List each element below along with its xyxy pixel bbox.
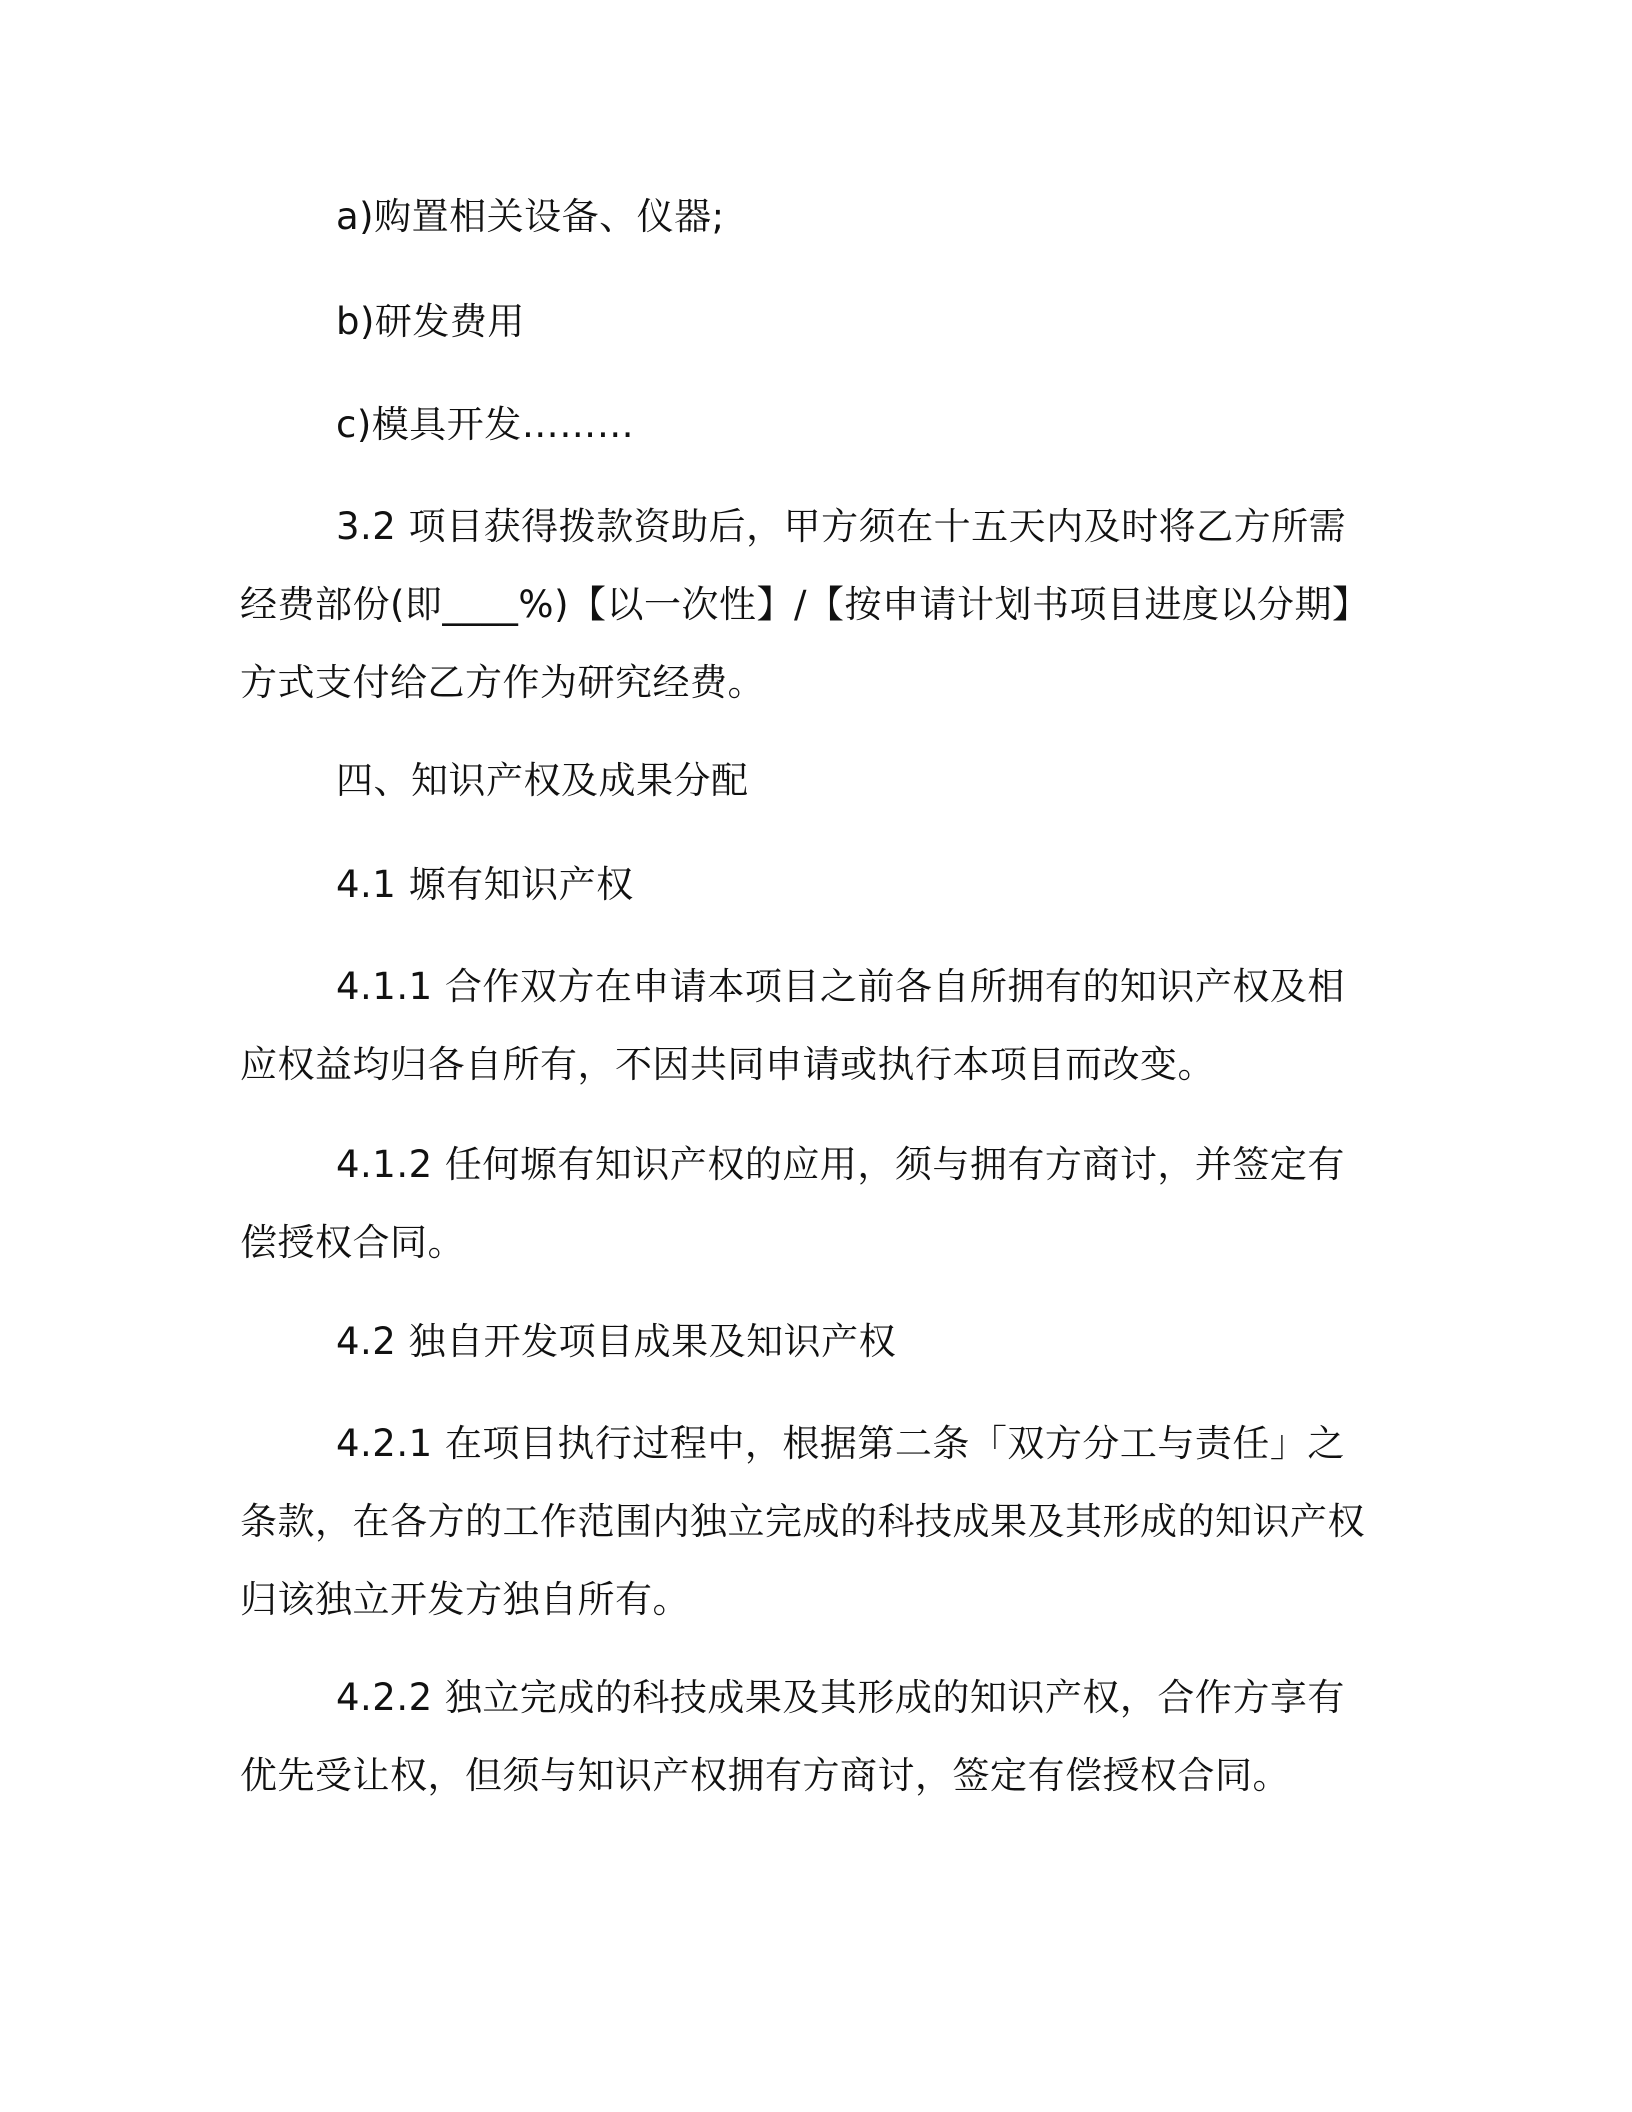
- clause-4-2-heading: 4.2 独自开发项目成果及知识产权: [336, 1320, 897, 1363]
- clause-4-1-2: 4.1.2 任何塬有知识产权的应用，须与拥有方商讨，并签定有偿授权合同。: [240, 1143, 1345, 1264]
- item-a: a)购置相关设备、仪器;: [336, 195, 725, 238]
- item-c: c)模具开发………: [336, 403, 635, 446]
- clause-4-1-1: 4.1.1 合作双方在申请本项目之前各自所拥有的知识产权及相应权益均归各自所有，不因共同申请或执行本项目而改变。: [240, 965, 1345, 1086]
- section-heading-4: 四、知识产权及成果分配: [336, 759, 749, 802]
- item-b: b)研发费用: [336, 300, 525, 343]
- clause-4-2-2: 4.2.2 独立完成的科技成果及其形成的知识产权，合作方享有优先受让权，但须与知识产权拥有方商讨，签定有偿授权合同。: [240, 1676, 1345, 1797]
- clause-4-1-heading: 4.1 塬有知识产权: [336, 863, 634, 906]
- clause-4-2-1: 4.2.1 在项目执行过程中，根据第二条「双方分工与责任」之条款，在各方的工作范围内独立完成的科技成果及其形成的知识产权归该独立开发方独自所有。: [240, 1422, 1365, 1621]
- clause-3-2: 3.2 项目获得拨款资助后，甲方须在十五天内及时将乙方所需经费部份(即____%)【以一次性】/【按申请计划书项目进度以分期】方式支付给乙方作为研究经费。: [240, 505, 1370, 704]
